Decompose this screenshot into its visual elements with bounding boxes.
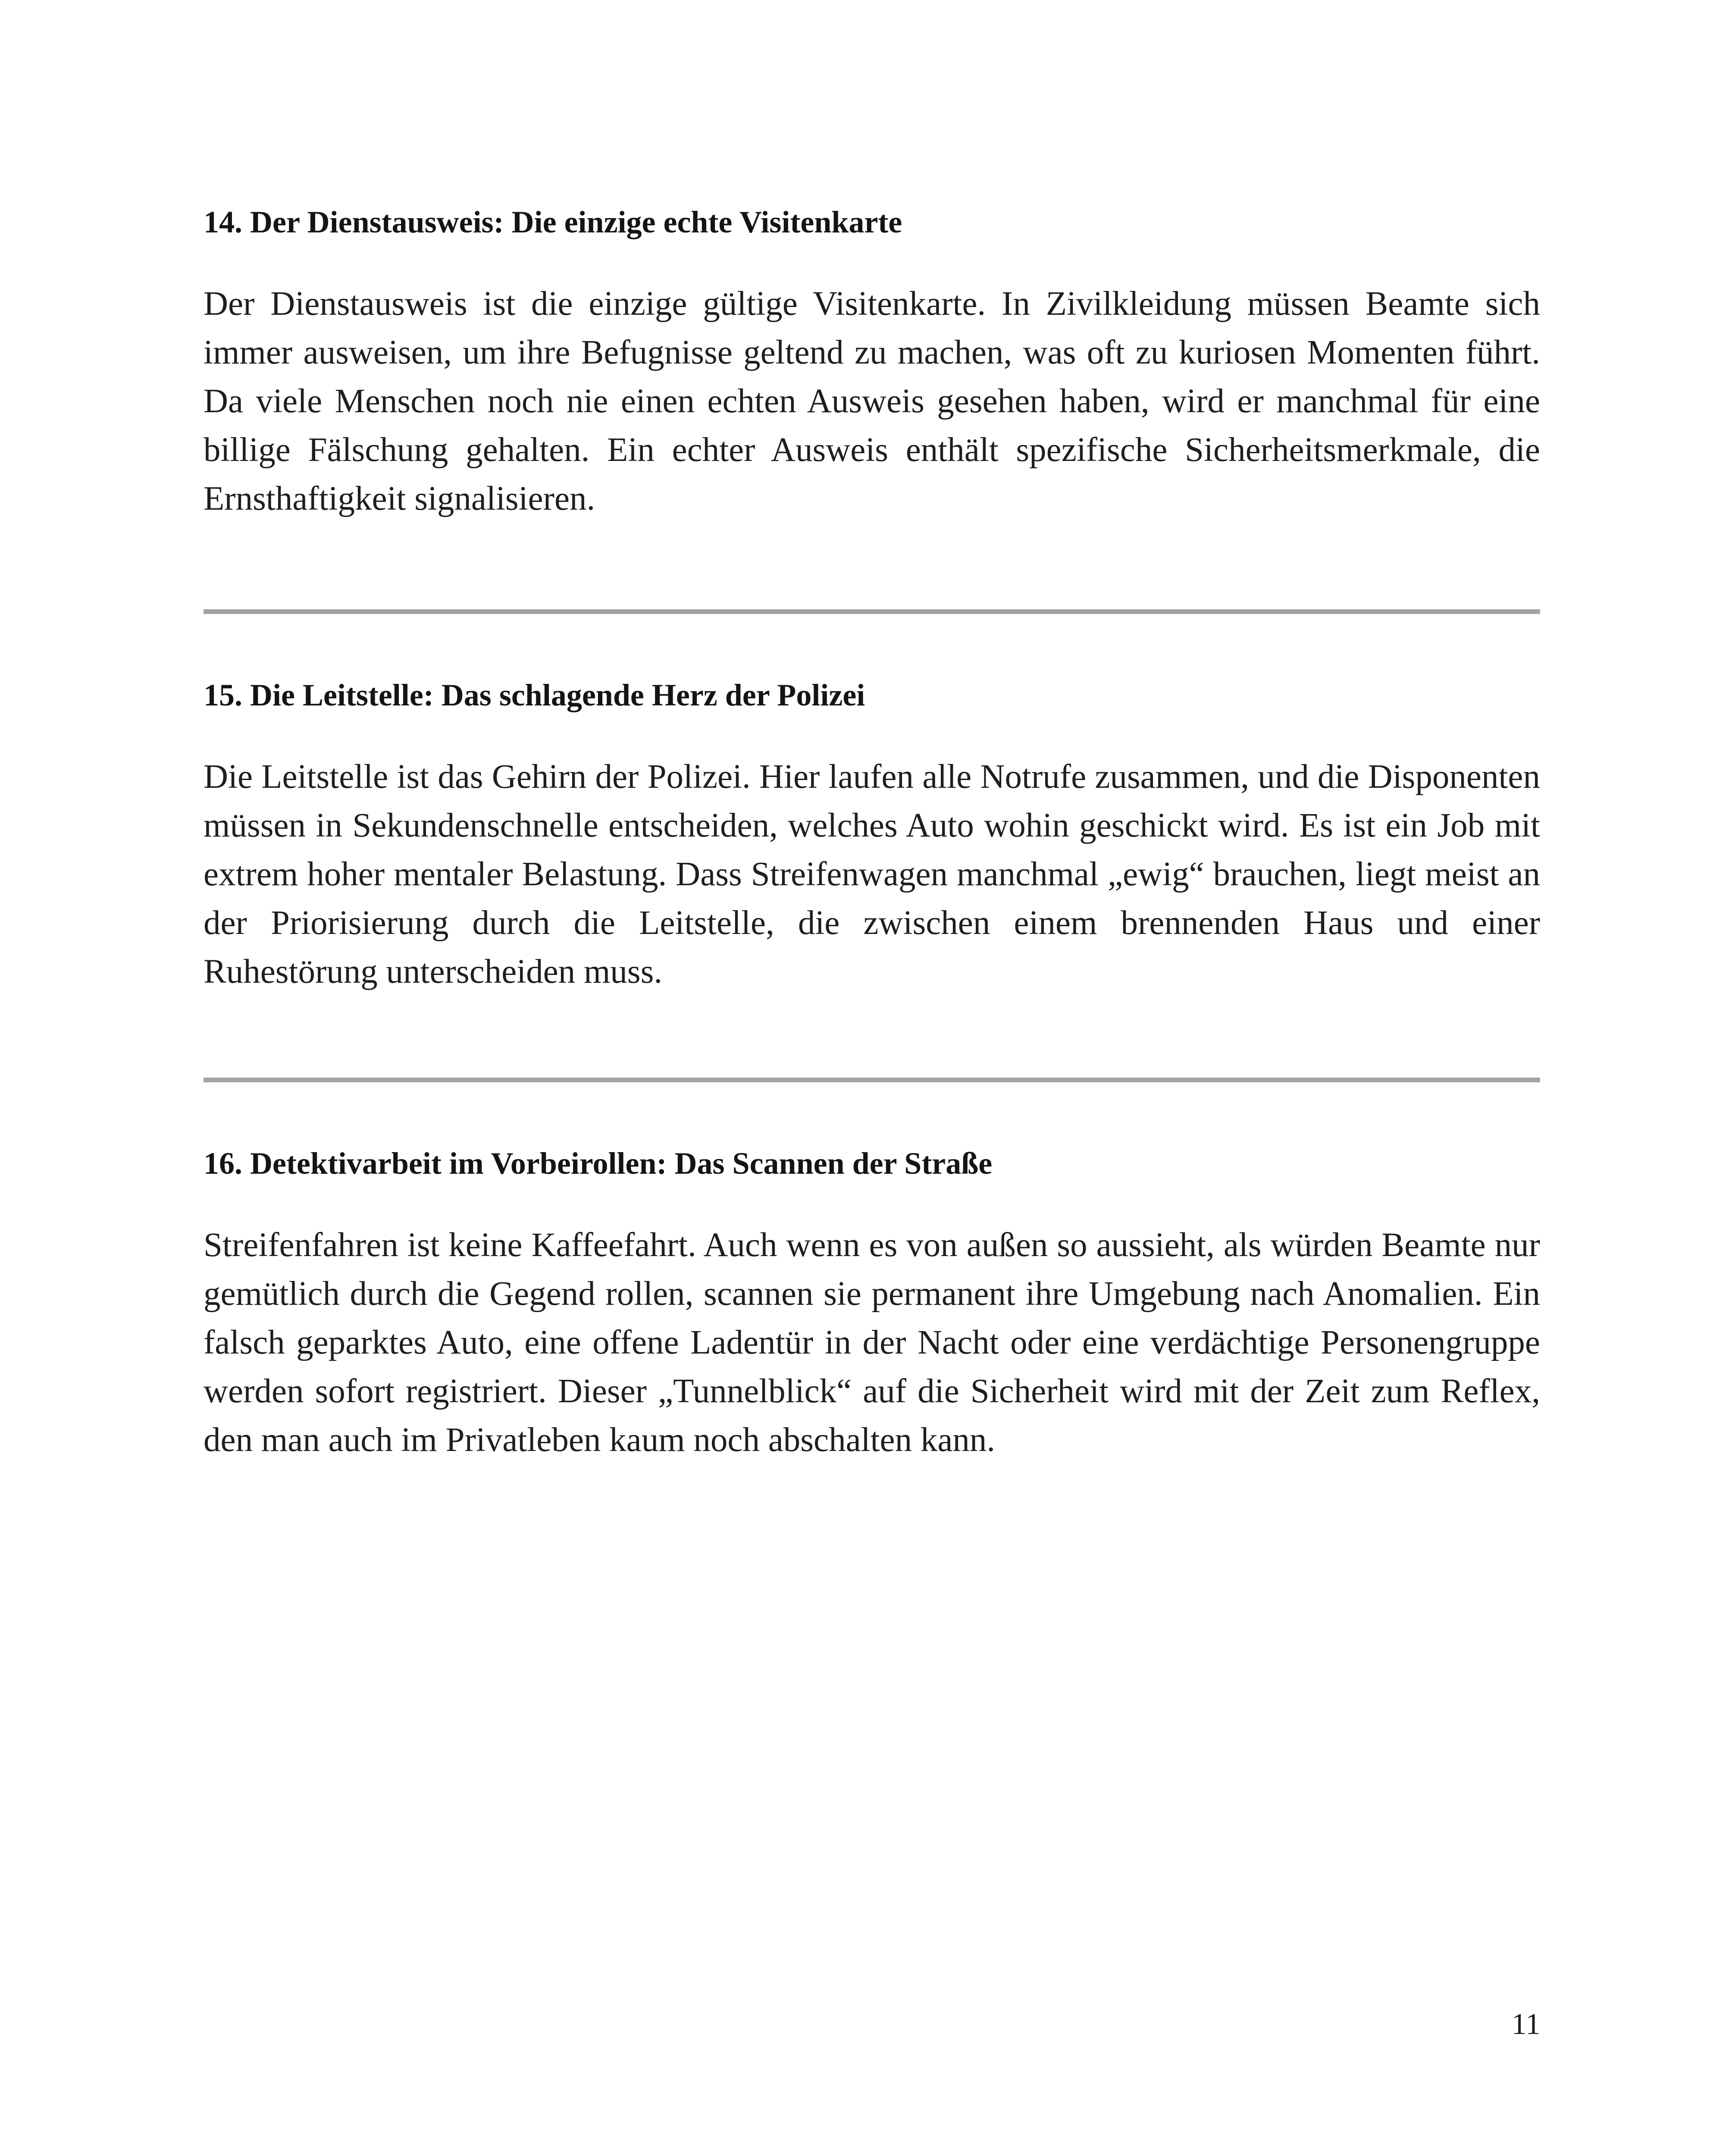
section-body: Die Leitstelle ist das Gehirn der Polizei. Hier laufen alle Notrufe zusammen, und die Disponenten müssen in Sekundenschnelle entscheiden, welches Auto wohin geschickt wird. Es ist ein Job mit extrem hoher mentaler Belastung. Dass Streifenwagen manchmal „ewig“ brauchen, liegt meist an der Priorisierung durch die Leitstelle, die zwischen einem brennenden Haus und einer Ruhestörung unterscheiden muss. — [204, 758, 1540, 990]
section-heading: 15. Die Leitstelle: Das schlagende Herz der Polizei — [204, 678, 865, 712]
section-body: Streifenfahren ist keine Kaffeefahrt. Auch wenn es von außen so aussieht, als würden Beamte nur gemütlich durch die Gegend rollen, scannen sie permanent ihre Umgebung nach Anomalien. Ein falsch geparktes Auto, eine offene Ladentür in der Nacht oder eine verdächtige Personengruppe werden sofort registriert. Dieser „Tunnelblick“ auf die Sicherheit wird mit der Zeit zum Reflex, den man auch im Privatleben kaum noch abschalten kann. — [204, 1226, 1540, 1459]
section-divider — [204, 1078, 1540, 1082]
section-heading: 14. Der Dienstausweis: Die einzige echte Visitenkarte — [204, 205, 902, 239]
section-15 — [204, 676, 1540, 996]
section-14 — [204, 203, 1540, 523]
section-16 — [204, 1144, 1540, 1464]
section-body: Der Dienstausweis ist die einzige gültige Visitenkarte. In Zivilkleidung müssen Beamte sich immer ausweisen, um ihre Befugnisse geltend zu machen, was oft zu kuriosen Momenten führt. Da viele Menschen noch nie einen echten Ausweis gesehen haben, wird er manchmal für eine billige Fälschung gehalten. Ein echter Ausweis enthält spezifische Sicherheitsmerkmale, die Ernsthaftigkeit signalisieren. — [204, 285, 1540, 517]
section-divider — [204, 609, 1540, 614]
section-heading: 16. Detektivarbeit im Vorbeirollen: Das Scannen der Straße — [204, 1146, 993, 1181]
page-number: 11 — [1511, 2008, 1541, 2041]
